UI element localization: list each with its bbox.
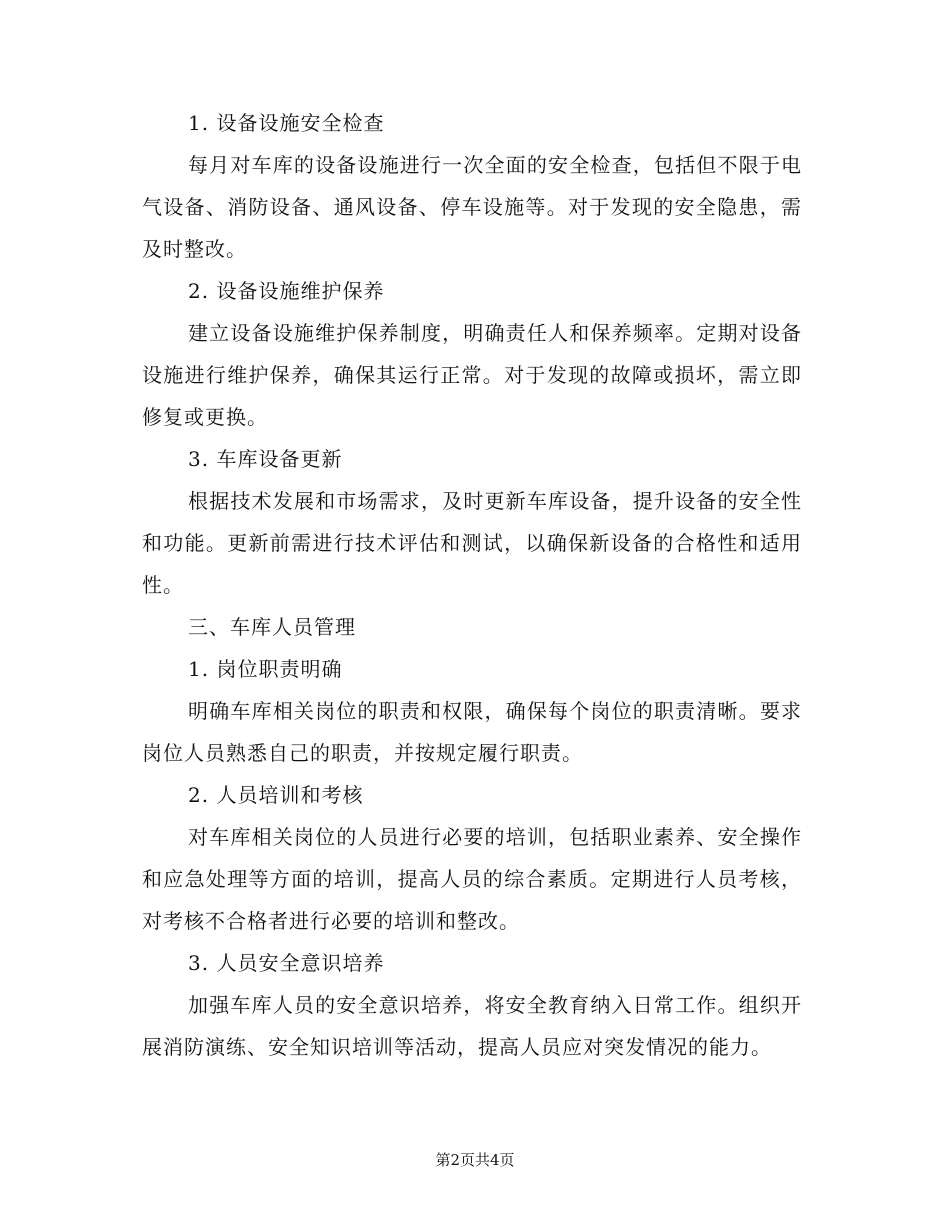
paragraph: 每月对车库的设备设施进行一次全面的安全检查，包括但不限于电气设备、消防设备、通风设备、停车设施等。对于发现的安全隐患，需及时整改。 <box>142 153 802 261</box>
chapter-heading: 三、车库人员管理 <box>188 615 356 639</box>
section-heading: 2. 人员培训和考核 <box>188 783 364 807</box>
page-number-footer: 第2页共4页 <box>435 1151 515 1169</box>
section-heading: 2. 设备设施维护保养 <box>188 279 385 303</box>
paragraph: 明确车库相关岗位的职责和权限，确保每个岗位的职责清晰。要求岗位人员熟悉自己的职责，并按规定履行职责。 <box>142 699 802 765</box>
document-body <box>142 102 802 1068</box>
section-heading: 1. 岗位职责明确 <box>188 657 343 681</box>
paragraph: 根据技术发展和市场需求，及时更新车库设备，提升设备的安全性和功能。更新前需进行技术评估和测试，以确保新设备的合格性和适用性。 <box>142 489 802 597</box>
paragraph: 加强车库人员的安全意识培养，将安全教育纳入日常工作。组织开展消防演练、安全知识培训等活动，提高人员应对突发情况的能力。 <box>142 993 802 1059</box>
section-heading: 1. 设备设施安全检查 <box>188 111 385 135</box>
paragraph: 建立设备设施维护保养制度，明确责任人和保养频率。定期对设备设施进行维护保养，确保其运行正常。对于发现的故障或损坏，需立即修复或更换。 <box>142 321 802 429</box>
section-heading: 3. 车库设备更新 <box>188 447 343 471</box>
paragraph: 对车库相关岗位的人员进行必要的培训，包括职业素养、安全操作和应急处理等方面的培训，提高人员的综合素质。定期进行人员考核，对考核不合格者进行必要的培训和整改。 <box>142 825 802 933</box>
section-heading: 3. 人员安全意识培养 <box>188 951 385 975</box>
